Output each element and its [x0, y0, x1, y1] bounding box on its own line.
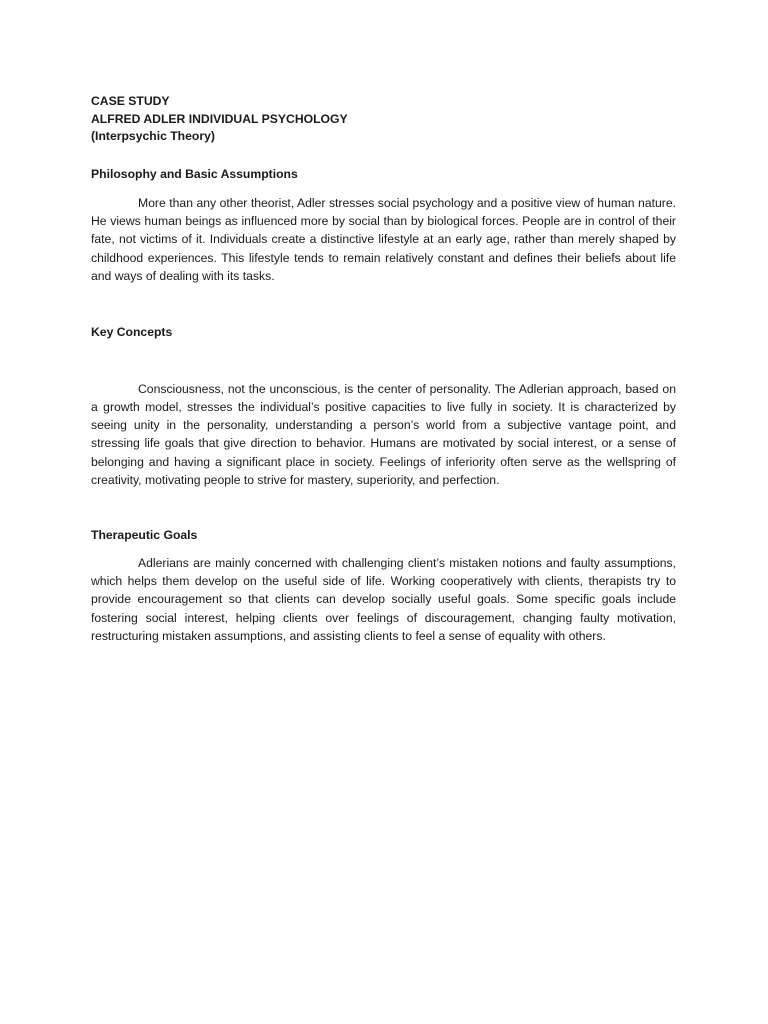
case-study-label: CASE STUDY: [91, 94, 170, 108]
document-content: [91, 93, 676, 645]
document-subtitle: (Interpsychic Theory): [91, 129, 215, 143]
section-body-philosophy: More than any other theorist, Adler stresses social psychology and a positive view of human nature. He views human beings as influenced more by social than by biological forces. People are in control of their fate, not victims of it. Individuals create a distinctive lifestyle at an early age, rather than merely shaped by childhood experiences. This lifestyle tends to remain relatively constant and defines their beliefs about life and ways of dealing with its tasks.: [91, 195, 676, 283]
section-body-key-concepts: Consciousness, not the unconscious, is the center of personality. The Adlerian approach, based on a growth model, stresses the individual’s positive capacities to live fully in society. It is characterized by seeing unity in the personality, understanding a person’s world from a subjective vantage point, and stressing life goals that give direction to behavior. Humans are motivated by social interest, or a sense of belonging and having a significant place in society. Feelings of inferiority often serve as the wellspring of creativity, motivating people to strive for mastery, superiority, and perfection.: [91, 381, 676, 488]
section-heading-philosophy: Philosophy and Basic Assumptions: [91, 166, 298, 181]
document-title: ALFRED ADLER INDIVIDUAL PSYCHOLOGY: [91, 111, 348, 126]
section-heading-therapeutic-goals: Therapeutic Goals: [91, 528, 198, 543]
section-heading-key-concepts: Key Concepts: [91, 325, 173, 340]
section-body-therapeutic-goals: Adlerians are mainly concerned with challenging client’s mistaken notions and faulty assumptions, which helps them develop on the useful side of life. Working cooperatively with clients, therapists try to provide encouragement so that clients can develop socially useful goals. Some specific goals include fostering social interest, helping clients over feelings of discouragement, changing faulty motivation, restructuring mistaken assumptions, and assisting clients to feel a sense of equality with others.: [91, 555, 676, 643]
